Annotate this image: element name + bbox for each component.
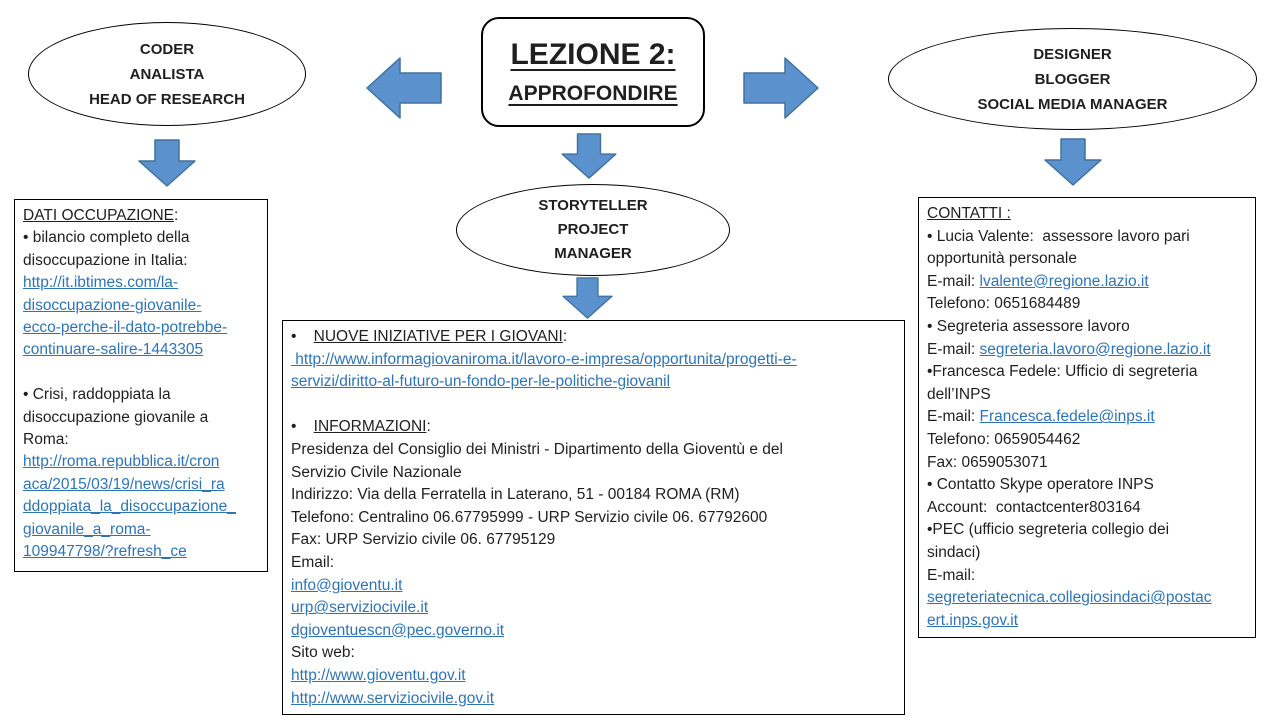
text-line <box>23 272 259 294</box>
text-line <box>23 519 259 541</box>
hyperlink[interactable]: http://www.informagiovaniroma.it/lavoro-e-impresa/opportunita/progetti-e- <box>291 350 797 368</box>
text-line <box>291 439 896 462</box>
text-segment: Email: <box>291 553 335 571</box>
text-segment: disoccupazione in Italia: <box>23 251 188 269</box>
title-line-2: APPROFONDIRE <box>508 82 678 105</box>
text-line <box>23 339 259 361</box>
text-line <box>23 429 259 451</box>
text-segment: Sito web: <box>291 644 355 662</box>
text-line <box>291 552 896 575</box>
text-segment: sindaci) <box>927 543 981 561</box>
text-line <box>927 226 1247 249</box>
hyperlink[interactable]: http://it.ibtimes.com/la- <box>23 274 179 292</box>
text-line <box>23 250 259 272</box>
text-line <box>927 271 1247 294</box>
text-segment: Fax: 0659053071 <box>927 453 1048 471</box>
hyperlink[interactable]: segreteriatecnica.collegiosindaci@postac <box>927 589 1212 607</box>
text-line <box>927 565 1247 588</box>
text-segment: •Francesca Fedele: Ufficio di segreteria <box>927 363 1198 381</box>
text-line <box>927 203 1247 226</box>
text-segment: Telefono: Centralino 06.67795999 - URP Servizio civile 06. 67792600 <box>291 508 768 526</box>
text-segment: Indirizzo: Via della Ferratella in Laterano, 51 - 00184 ROMA (RM) <box>291 486 740 504</box>
contatti-box <box>918 197 1256 638</box>
text-line <box>291 620 896 643</box>
node-storyteller-project-manager <box>456 184 730 276</box>
text-segment: • <box>291 418 314 436</box>
hyperlink[interactable]: dgioventuescn@pec.governo.it <box>291 621 505 639</box>
text-segment: E-mail: <box>927 272 980 290</box>
text-line <box>291 416 896 439</box>
text-line <box>291 507 896 530</box>
text-line: BLOGGER <box>1034 70 1111 88</box>
text-segment: : <box>562 328 568 345</box>
text-segment: : <box>174 207 179 224</box>
hyperlink[interactable]: urp@serviziocivile.it <box>291 599 429 617</box>
text-line <box>23 362 259 384</box>
node-coder-analista-head-of-research <box>28 22 306 126</box>
arrow-right-icon <box>743 57 819 119</box>
text-line <box>291 688 896 711</box>
hyperlink[interactable]: info@gioventu.it <box>291 576 403 594</box>
hyperlink[interactable]: continuare-salire-1443305 <box>23 341 204 359</box>
arrow-left-icon <box>366 57 442 119</box>
text-segment: Presidenza del Consiglio dei Ministri - Dipartimento della Gioventù e del <box>291 440 783 458</box>
text-line: ANALISTA <box>129 65 205 83</box>
hyperlink[interactable]: 109947798/?refresh_ce <box>23 543 187 561</box>
text-segment: Account: contactcenter803164 <box>927 498 1141 516</box>
hyperlink[interactable]: ddoppiata_la_disoccupazione_ <box>23 498 236 516</box>
text-line <box>927 542 1247 565</box>
hyperlink[interactable]: Francesca.fedele@inps.it <box>979 408 1155 426</box>
dati-occupazione-box <box>14 199 268 572</box>
text-line <box>291 462 896 485</box>
text-line <box>291 575 896 598</box>
text-line <box>23 541 259 563</box>
text-line <box>291 394 896 417</box>
hyperlink[interactable]: ecco-perche-il-dato-potrebbe- <box>23 319 228 337</box>
text-line <box>23 384 259 406</box>
text-line <box>23 227 259 249</box>
nuove-iniziative-informazioni-box <box>282 320 905 715</box>
text-segment: E-mail: <box>927 340 980 358</box>
text-segment: Roma: <box>23 431 69 449</box>
text-segment: : <box>426 418 431 436</box>
hyperlink[interactable]: http://www.gioventu.gov.it <box>291 666 466 684</box>
text-line <box>927 587 1247 610</box>
text-line <box>23 474 259 496</box>
text-segment: • Segreteria assessore lavoro <box>927 317 1130 335</box>
text-segment: Fax: URP Servizio civile 06. 67795129 <box>291 531 556 549</box>
hyperlink[interactable]: disoccupazione-giovanile- <box>23 296 202 314</box>
text-line <box>291 326 896 349</box>
text-segment: E-mail: <box>927 566 976 584</box>
text-line: HEAD OF RESEARCH <box>89 90 245 108</box>
text-line: STORYTELLER <box>538 197 648 214</box>
text-segment: E-mail: <box>927 408 980 426</box>
text-line <box>927 610 1247 633</box>
text-segment: disoccupazione giovanile a <box>23 408 209 426</box>
hyperlink[interactable]: http://roma.repubblica.it/cron <box>23 453 220 471</box>
text-segment: • Contatto Skype operatore INPS <box>927 476 1154 494</box>
hyperlink[interactable]: ert.inps.gov.it <box>927 611 1019 629</box>
text-line <box>23 451 259 473</box>
text-line <box>291 642 896 665</box>
text-line <box>927 519 1247 542</box>
text-segment: DATI OCCUPAZIONE <box>23 207 174 224</box>
text-line <box>23 496 259 518</box>
text-line: CODER <box>139 40 195 58</box>
text-line: MANAGER <box>554 245 632 262</box>
text-line <box>23 407 259 429</box>
arrow-down-center-icon <box>558 277 617 319</box>
hyperlink[interactable]: servizi/diritto-al-futuro-un-fondo-per-le-politiche-giovanil <box>291 373 671 391</box>
text-segment: CONTATTI : <box>927 205 1011 222</box>
hyperlink[interactable]: segreteria.lavoro@regione.lazio.it <box>979 340 1211 358</box>
text-line <box>291 529 896 552</box>
text-segment: Telefono: 0659054462 <box>927 430 1081 448</box>
text-segment: • bilancio completo della <box>23 229 190 247</box>
text-line <box>927 316 1247 339</box>
text-line <box>291 597 896 620</box>
text-segment: • Lucia Valente: assessore lavoro pari <box>927 227 1190 245</box>
text-segment: • <box>291 328 314 345</box>
text-segment: Servizio Civile Nazionale <box>291 463 462 481</box>
text-segment: Telefono: 0651684489 <box>927 295 1081 313</box>
text-line <box>927 452 1247 475</box>
text-line <box>927 406 1247 429</box>
slide-title-box <box>481 17 705 127</box>
text-line <box>291 484 896 507</box>
text-line <box>927 497 1247 520</box>
text-segment: opportunità personale <box>927 250 1077 268</box>
text-line <box>291 665 896 688</box>
text-segment: dell’INPS <box>927 385 991 403</box>
text-segment: •PEC (ufficio segreteria collegio dei <box>927 521 1170 539</box>
text-line <box>927 339 1247 362</box>
hyperlink[interactable]: giovanile_a_roma- <box>23 520 151 538</box>
text-line: DESIGNER <box>1033 45 1112 63</box>
text-line <box>23 205 259 227</box>
node-designer-blogger-social-media-manager <box>888 28 1257 130</box>
hyperlink[interactable]: http://www.serviziocivile.gov.it <box>291 689 494 707</box>
text-line: SOCIAL MEDIA MANAGER <box>977 95 1168 113</box>
arrow-down-title-icon <box>561 133 617 179</box>
text-line <box>927 429 1247 452</box>
hyperlink[interactable]: aca/2015/03/19/news/crisi_ra <box>23 475 225 493</box>
text-line <box>927 361 1247 384</box>
arrow-down-right-icon <box>1044 136 1102 188</box>
hyperlink[interactable]: lvalente@regione.lazio.it <box>979 272 1149 290</box>
text-line <box>927 248 1247 271</box>
text-line <box>23 317 259 339</box>
text-line <box>291 371 896 394</box>
arrow-down-left-icon <box>138 138 196 188</box>
title-line-1: LEZIONE 2: <box>510 38 676 71</box>
text-segment: INFORMAZIONI <box>313 418 427 436</box>
text-line: PROJECT <box>557 221 629 238</box>
text-segment: NUOVE INIZIATIVE PER I GIOVANI <box>313 328 563 345</box>
text-line <box>291 349 896 372</box>
text-line <box>23 295 259 317</box>
text-line <box>927 384 1247 407</box>
text-line <box>927 474 1247 497</box>
text-segment: • Crisi, raddoppiata la <box>23 386 171 404</box>
text-line <box>927 293 1247 316</box>
